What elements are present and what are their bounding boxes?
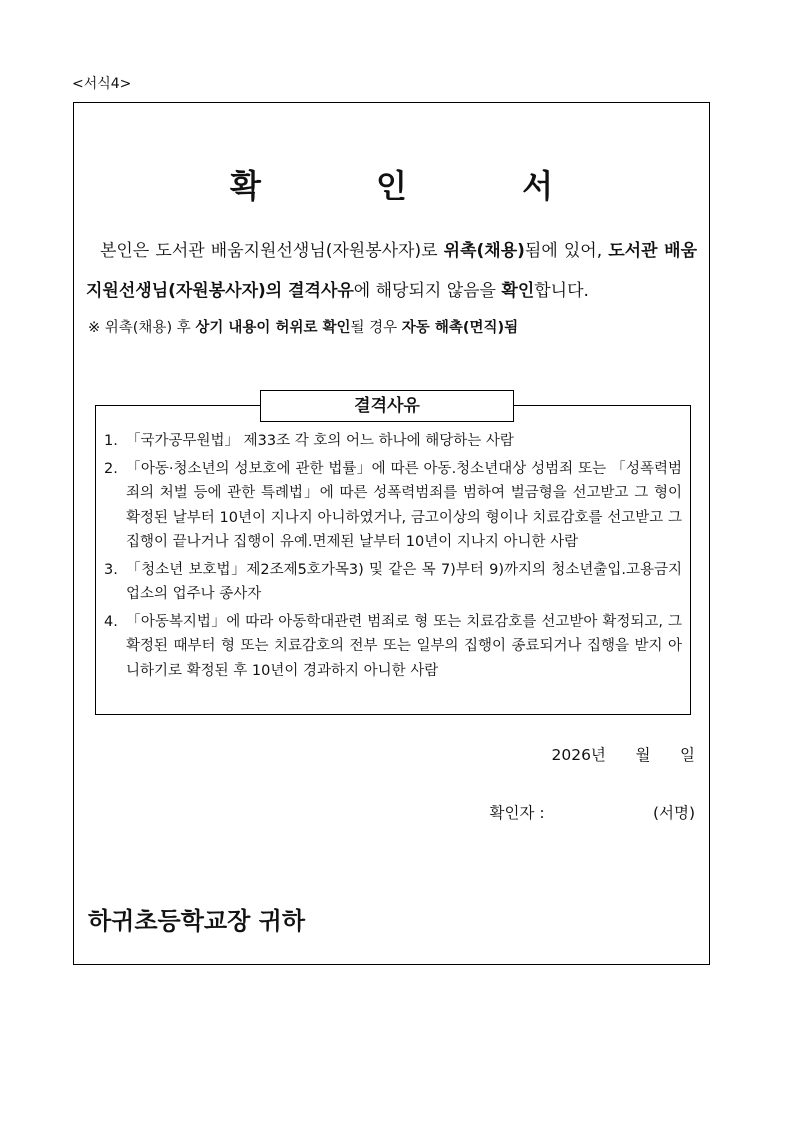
statement-text-2: 됨에 있어,: [524, 241, 609, 261]
item-number: 3.: [104, 561, 118, 578]
note-text-1: ※ 위촉(채용) 후: [88, 320, 196, 336]
statement-text-1: 본인은 도서관 배움지원선생님(자원봉사자)로: [100, 241, 444, 261]
addressee: 하귀초등학교장 귀하: [88, 907, 306, 935]
statement-bold-1: 위촉(채용): [443, 241, 525, 261]
statement-text-3: 에 해당되지 않음을: [353, 281, 502, 301]
disqualification-item: [104, 610, 682, 684]
statement-text-4: 합니다.: [534, 281, 589, 301]
note-bold-1: 상기 내용이 허위로 확인: [195, 320, 351, 336]
statement-bold-3: 확인: [501, 281, 535, 301]
signature-placeholder: (서명): [652, 804, 695, 822]
item-text: 「아동·청소년의 성보호에 관한 법률」에 따른 아동.청소년대상 성범죄 또는 「성폭력범죄의 처벌 등에 관한 특례법」에 따른 성폭력범죄를 범하여 벌금형을 선고받고 그 형이 확정된 날부터 10년이 지나지 아니하였거나, 금고이상의 형이나 치료감호를 선고받고 그 집행이 끝나거나 집행이 유예.면제된 날부터 10년이 지나지 아니한 사람: [126, 460, 682, 550]
disqualification-title: 결격사유: [260, 390, 514, 422]
signer-line: [489, 801, 695, 823]
confirmation-statement: [86, 231, 697, 311]
warning-note: [88, 316, 697, 337]
disqualification-list: [104, 429, 682, 686]
confirmation-form: [73, 102, 710, 965]
item-number: 2.: [104, 460, 118, 477]
item-number: 1.: [104, 433, 118, 449]
item-text: 「청소년 보호법」제2조제5호가목3) 및 같은 목 7)부터 9)까지의 청소년출입.고용금지업소의 업주나 종사자: [126, 561, 682, 602]
note-text-2: 될 경우: [350, 320, 402, 336]
date-line: [551, 743, 695, 765]
disqualification-item: [104, 558, 682, 607]
disqualification-box: [95, 396, 691, 715]
item-text: 「국가공무원법」 제33조 각 호의 어느 하나에 해당하는 사람: [126, 433, 514, 449]
disqualification-item: [104, 429, 682, 454]
item-text: 「아동복지법」에 따라 아동학대관련 범죄로 형 또는 치료감호를 선고받아 확정되고, 그 확정된 때부터 형 또는 치료감호의 전부 또는 일부의 집행이 종료되거나 집행을 받지 아니하기로 확정된 후 10년이 경과하지 아니한 사람: [126, 613, 682, 679]
date-day: 일: [680, 746, 695, 764]
date-year: 2026년: [551, 746, 606, 764]
statement-bold-2: 도서관 배움지원선생님(자원봉사자)의 결격사유: [86, 241, 697, 301]
note-bold-2: 자동 해촉(면직)됨: [401, 320, 519, 336]
signer-label: 확인자 :: [489, 804, 545, 822]
item-number: 4.: [104, 613, 118, 630]
document-title: 확 인 서: [229, 167, 606, 205]
form-number-label: <서식4>: [72, 76, 132, 92]
disqualification-item: [104, 457, 682, 555]
date-month: 월: [635, 746, 651, 764]
